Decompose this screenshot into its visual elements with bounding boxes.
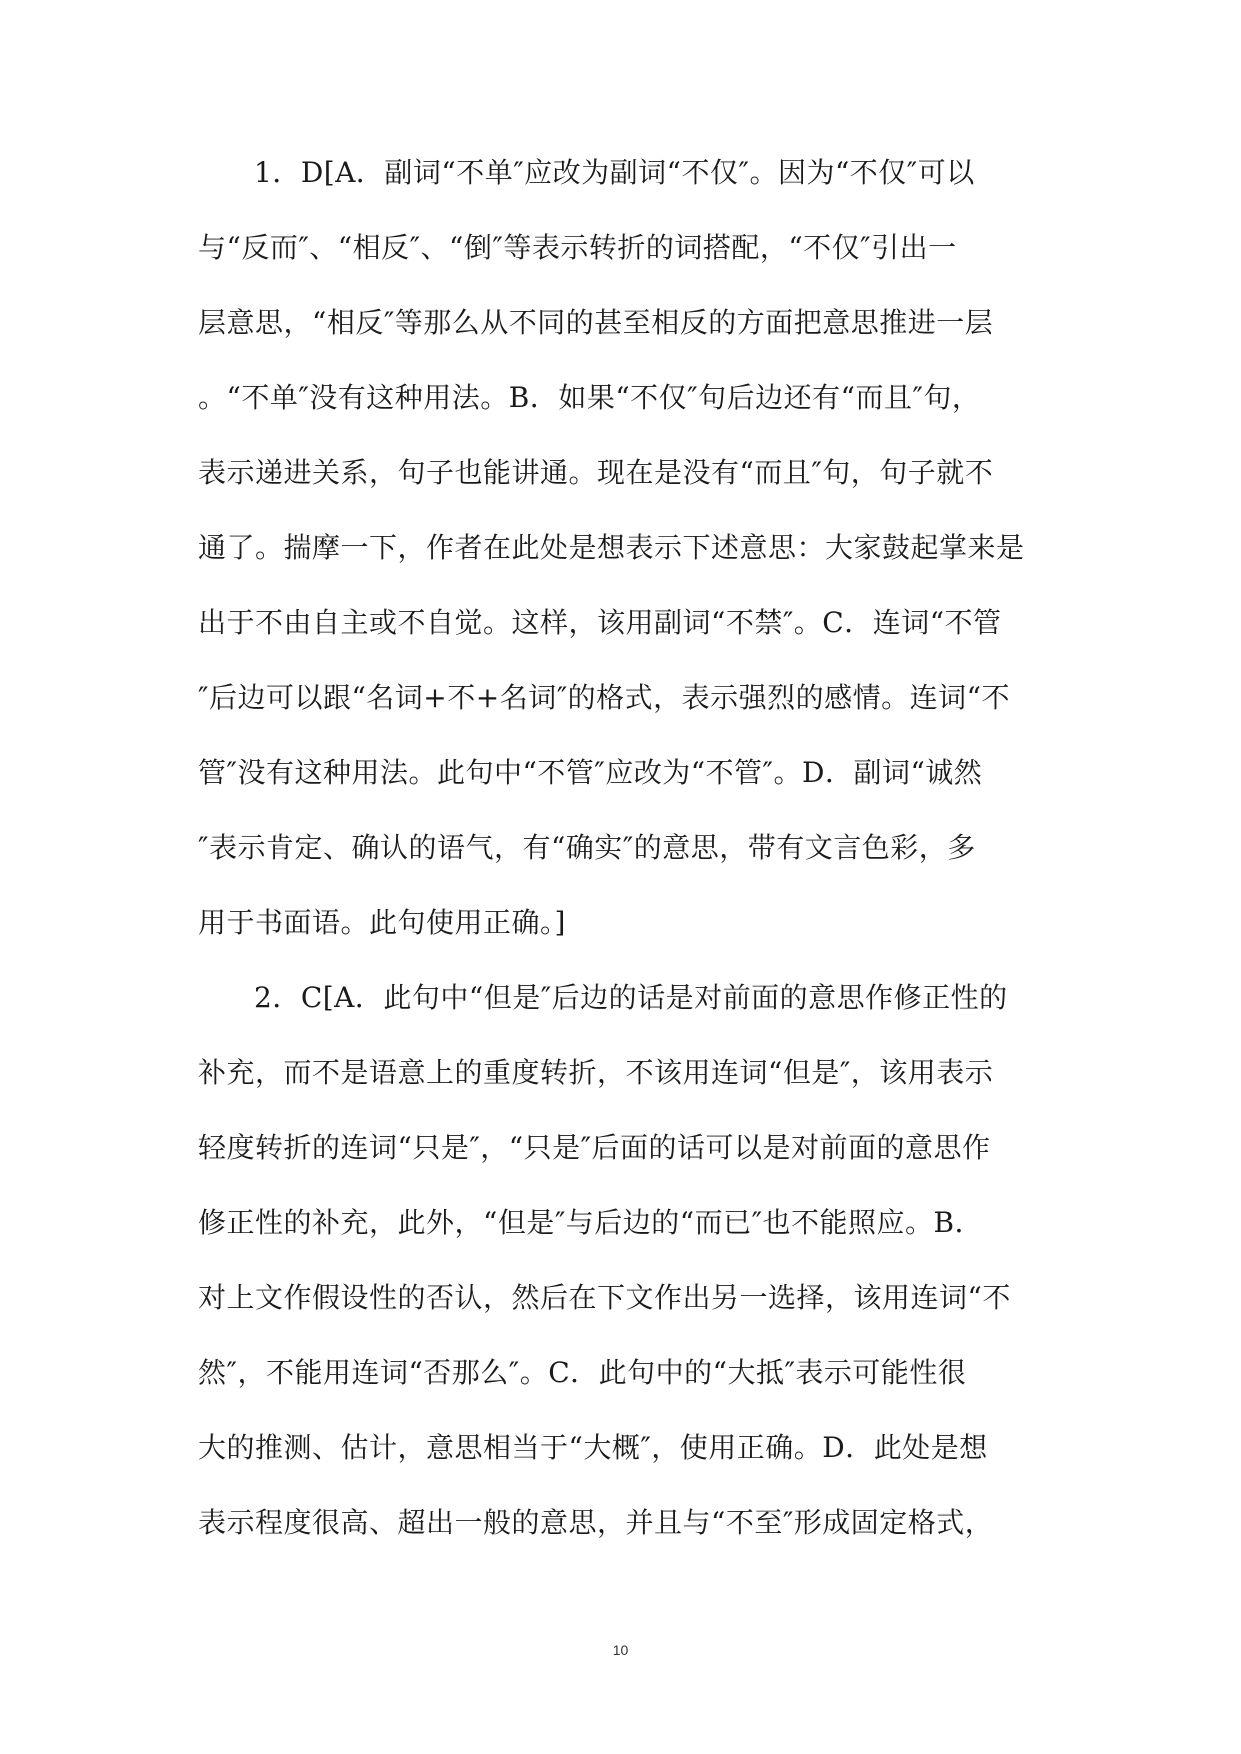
text-line: 层意思，“相反″等那么从不同的甚至相反的方面把意思推进一层 (198, 306, 994, 339)
text-line: 通了。揣摩一下，作者在此处是想表示下述意思：大家鼓起掌来是 (198, 531, 1025, 564)
text-line: 表示递进关系，句子也能讲通。现在是没有“而且″句，句子就不 (198, 456, 994, 489)
text-line: 表示程度很高、超出一般的意思，并且与“不至″形成固定格式， (198, 1506, 994, 1539)
text-line: 。“不单″没有这种用法。B．如果“不仅″句后边还有“而且″句， (198, 381, 981, 414)
text-line: 轻度转折的连词“只是″，“只是″后面的话可以是对前面的意思作 (198, 1131, 991, 1164)
answer-text (198, 148, 1058, 1573)
text-line: 然″，不能用连词“否那么″。C．此句中的“大抵″表示可能性很 (198, 1356, 967, 1389)
text-line: 修正性的补充，此外，“但是″与后边的“而已″也不能照应。B． (198, 1206, 984, 1239)
text-line: 2．C[A．此句中“但是″后边的话是对前面的意思作修正性的 (254, 981, 1008, 1014)
page-number: 10 (612, 1642, 629, 1658)
text-line: ″后边可以跟“名词+不+名词″的格式，表示强烈的感情。连词“不 (198, 681, 1010, 714)
text-line: 与“反而″、“相反″、“倒″等表示转折的词搭配，“不仅″引出一 (198, 231, 957, 264)
text-line: 补充，而不是语意上的重度转折，不该用连词“但是″，该用表示 (198, 1056, 994, 1089)
text-line: ″表示肯定、确认的语气，有“确实″的意思，带有文言色彩，多 (198, 831, 976, 864)
text-line: 大的推测、估计，意思相当于“大概″，使用正确。D．此处是想 (198, 1431, 988, 1464)
text-line: 管″没有这种用法。此句中“不管″应改为“不管″。D．副词“诚然 (198, 756, 983, 789)
text-line: 用于书面语。此句使用正确。] (198, 906, 566, 939)
text-line: 1．D[A．副词“不单″应改为副词“不仅″。因为“不仅″可以 (254, 156, 975, 189)
text-line: 对上文作假设性的否认，然后在下文作出另一选择，该用连词“不 (198, 1281, 1011, 1314)
text-line: 出于不由自主或不自觉。这样，该用副词“不禁″。C．连词“不管 (198, 606, 1002, 639)
